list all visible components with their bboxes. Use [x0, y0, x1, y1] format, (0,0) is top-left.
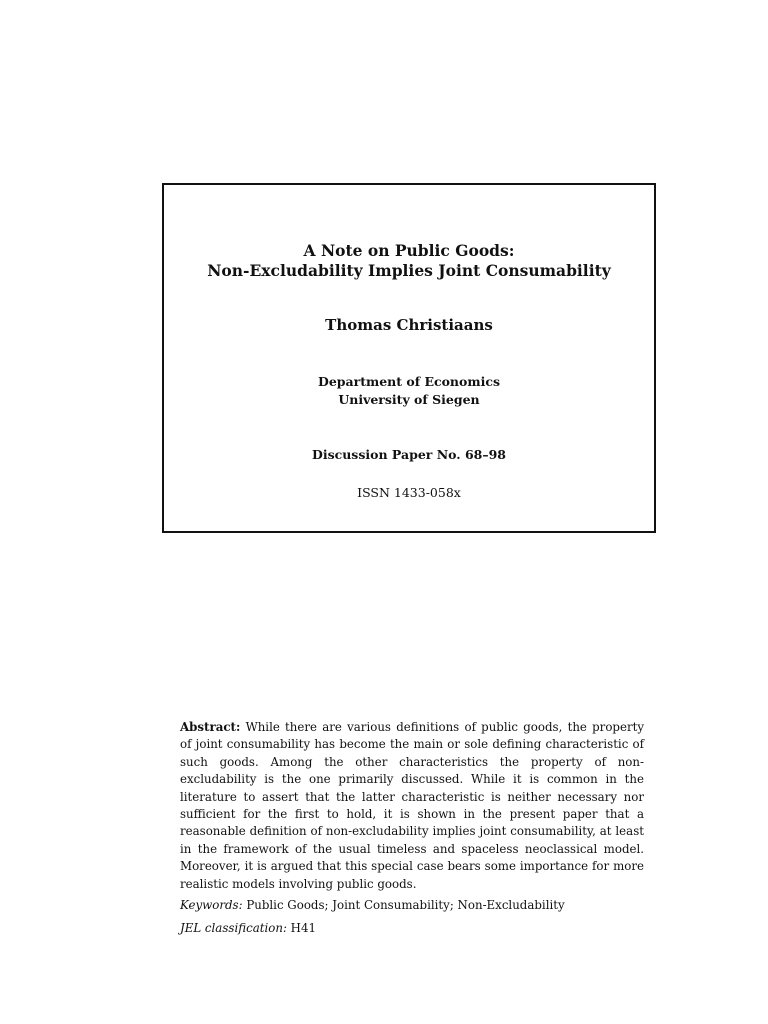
jel-label: JEL classification: — [180, 921, 287, 936]
author-name: Thomas Christiaans — [325, 316, 493, 334]
paper-title-line-2: Non-Excludability Implies Joint Consumability — [207, 261, 611, 280]
abstract-paragraph — [180, 719, 644, 893]
abstract-label: Abstract: — [180, 720, 241, 734]
keywords-value: Public Goods; Joint Consumability; Non-Excludability — [246, 898, 565, 913]
affiliation-department: Department of Economics — [318, 374, 500, 389]
issn: ISSN 1433-058x — [357, 485, 461, 500]
keywords-line — [180, 897, 644, 914]
keywords-label: Keywords: — [180, 898, 243, 913]
discussion-paper-number: Discussion Paper No. 68–98 — [311, 447, 506, 462]
affiliation-university: University of Siegen — [338, 392, 480, 407]
paper-title-line-1: A Note on Public Goods: — [303, 241, 515, 260]
jel-value: H41 — [290, 921, 316, 936]
title-box — [162, 183, 656, 533]
jel-line — [180, 920, 644, 937]
abstract-text: While there are various definitions of public goods, the property of joint consumability has become the main or sole defining characteristic of such goods. Among the other characteristics the property of non-excludability is the one primarily discussed. While it is common in the literature to assert that the latter characteristic is neither necessary nor sufficient for the first to hold, it is shown in the present paper that a reasonable definition of non-excludability implies joint consumability, at least in the framework of the usual timeless and spaceless neoclassical model. Moreover, it is argued that this special case bears some importance for more realistic models involving public goods. — [180, 720, 645, 891]
abstract-block — [180, 719, 644, 938]
